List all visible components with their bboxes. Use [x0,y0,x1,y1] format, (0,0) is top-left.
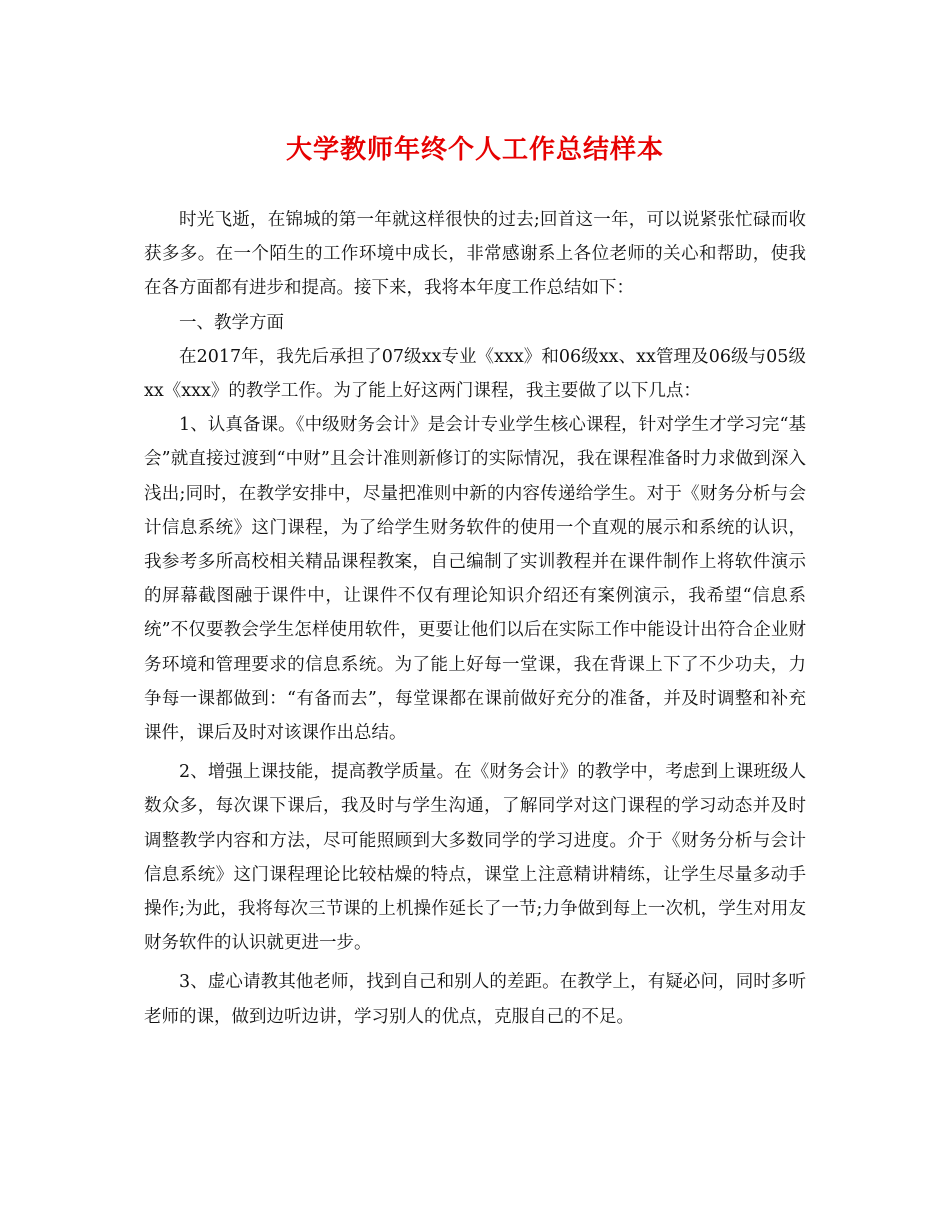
teaching-overview-paragraph: 在2017年，我先后承担了07级xx专业《xxx》和06级xx、xx管理及06级与05级xx《xxx》的教学工作。为了能上好这两门课程，我主要做了以下几点： [144,346,806,402]
document-body [144,203,806,1034]
point-2-paragraph: 2、增强上课技能，提高教学质量。在《财务会计》的教学中，考虑到上课班级人数众多，每次课下课后，我及时与学生沟通，了解同学对这门课程的学习动态并及时调整教学内容和方法，尽可能照顾到大多数同学的学习进度。介于《财务分析与会计信息系统》这门课程理论比较枯燥的特点，课堂上注意精讲精练，让学生尽量多动手操作;为此，我将每次三节课的上机操作延长了一节;力争做到每上一次机，学生对用友财务软件的认识就更进一步。 [144,762,806,954]
point-3-paragraph: 3、虚心请教其他老师，找到自己和别人的差距。在教学上，有疑必问，同时多听老师的课，做到边听边讲，学习别人的优点，克服自己的不足。 [144,972,806,1027]
point-1-paragraph: 1、认真备课。《中级财务会计》是会计专业学生核心课程，针对学生才学习完“基会”就直接过渡到“中财”且会计准则新修订的实际情况，我在课程准备时力求做到深入浅出;同时，在教学安排中，尽量把准则中新的内容传递给学生。对于《财务分析与会计信息系统》这门课程，为了给学生财务软件的使用一个直观的展示和系统的认识，我参考多所高校相关精品课程教案，自己编制了实训教程并在课件制作上将软件演示的屏幕截图融于课件中，让课件不仅有理论知识介绍还有案例演示，我希望“信息系统”不仅要教会学生怎样使用软件，更要让他们以后在实际工作中能设计出符合企业财务环境和管理要求的信息系统。为了能上好每一堂课，我在背课上下了不少功夫，力争每一课都做到：“有备而去”，每堂课都在课前做好充分的准备，并及时调整和补充课件，课后及时对该课作出总结。 [144,415,806,744]
section-heading-teaching: 一、教学方面 [179,312,284,333]
intro-paragraph: 时光飞逝，在锦城的第一年就这样很快的过去;回首这一年，可以说紧张忙碌而收获多多。在一个陌生的工作环境中成长，非常感谢系上各位老师的关心和帮助，使我在各方面都有进步和提高。接下来，我将本年度工作总结如下： [144,210,806,299]
document-title: 大学教师年终个人工作总结样本 [285,135,664,165]
